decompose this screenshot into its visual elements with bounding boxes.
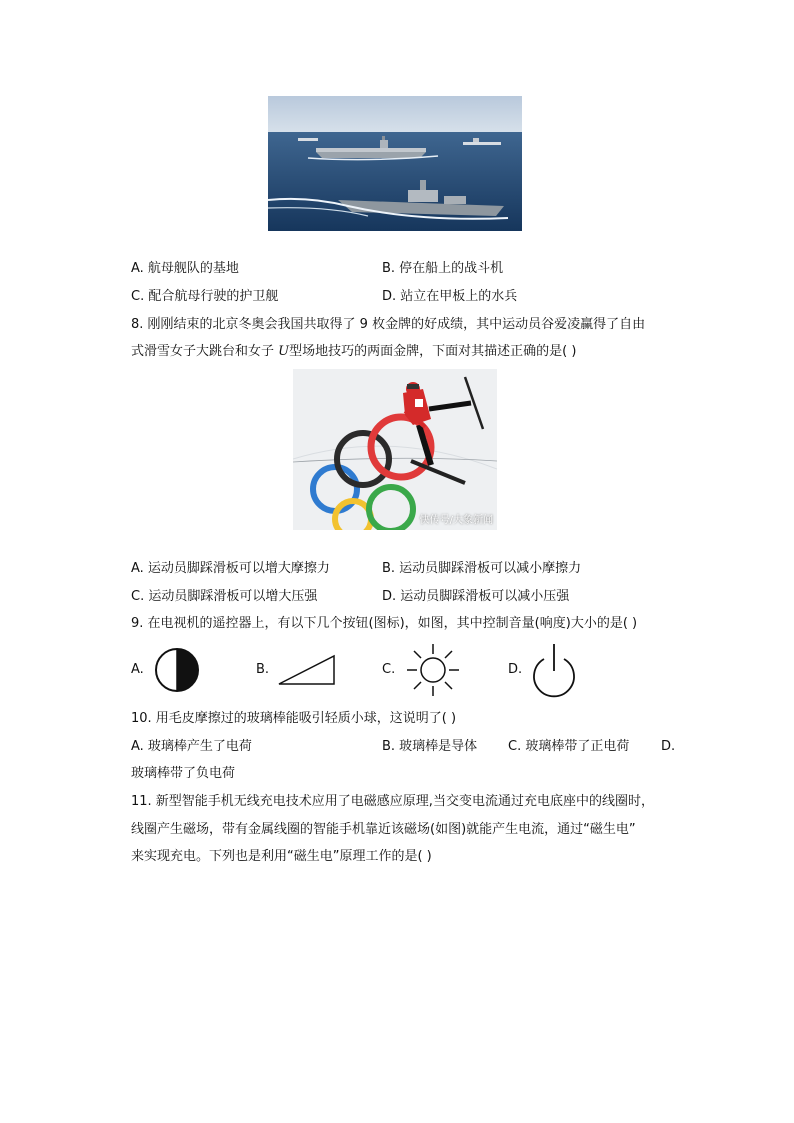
q10-option-c: C. 玻璃棒带了正电荷 — [508, 739, 630, 754]
q9-label-b: B. — [256, 662, 270, 677]
q9-label-a: A. — [131, 662, 144, 677]
q10-option-b: B. 玻璃棒是导体 — [382, 739, 478, 754]
q9-label-c: C. — [382, 662, 396, 677]
brightness-icon — [405, 642, 461, 698]
q7-option-d: D. 站立在甲板上的水兵 — [382, 289, 518, 304]
q8-stem-line2-post: 型场地技巧的两面金牌，下面对其描述正确的是( ) — [289, 344, 577, 359]
q8-option-b: B. 运动员脚踩滑板可以减小摩擦力 — [382, 561, 582, 576]
q8-stem-italic-u: U — [278, 344, 290, 359]
q11-stem-line3: 来实现充电。下列也是利用“磁生电”原理工作的是( ) — [131, 849, 432, 864]
q10-stem: 10. 用毛皮摩擦过的玻璃棒能吸引轻质小球，这说明了( ) — [131, 711, 457, 726]
contrast-icon — [154, 646, 202, 694]
volume-wedge-icon — [277, 654, 337, 686]
q9-stem: 9. 在电视机的遥控器上，有以下几个按钮(图标)，如图，其中控制音量(响度)大小的是( ) — [131, 616, 638, 631]
q8-stem-line2 — [131, 343, 576, 361]
skier-photo — [293, 369, 497, 530]
q8-stem-line2-pre: 式滑雪女子大跳台和女子 — [131, 344, 279, 359]
q10-option-d-label: D. — [661, 739, 676, 754]
q7-option-b: B. 停在船上的战斗机 — [382, 261, 504, 276]
q7-option-a: A. 航母舰队的基地 — [131, 261, 239, 276]
q7-option-c: C. 配合航母行驶的护卫舰 — [131, 289, 279, 304]
q11-stem-line1: 11. 新型智能手机无线充电技术应用了电磁感应原理,当交变电流通过充电底座中的线圈时， — [131, 794, 654, 809]
q8-stem-line1: 8. 刚刚结束的北京冬奥会我国共取得了 9 枚金牌的好成绩，其中运动员谷爱凌赢得了自由 — [131, 317, 646, 332]
q10-option-d-text: 玻璃棒带了负电荷 — [131, 766, 236, 781]
q8-option-d: D. 运动员脚踩滑板可以减小压强 — [382, 589, 570, 604]
fleet-photo — [268, 96, 522, 231]
q9-label-d: D. — [508, 662, 523, 677]
q11-stem-line2: 线圈产生磁场，带有金属线圈的智能手机靠近该磁场(如图)就能产生电流，通过“磁生电” — [131, 822, 636, 837]
q8-option-a: A. 运动员脚踩滑板可以增大摩擦力 — [131, 561, 330, 576]
q8-option-c: C. 运动员脚踩滑板可以增大压强 — [131, 589, 318, 604]
skier-photo-watermark: 快传号/大象新闻 — [419, 515, 493, 526]
power-icon — [528, 641, 580, 699]
q10-option-a: A. 玻璃棒产生了电荷 — [131, 739, 252, 754]
